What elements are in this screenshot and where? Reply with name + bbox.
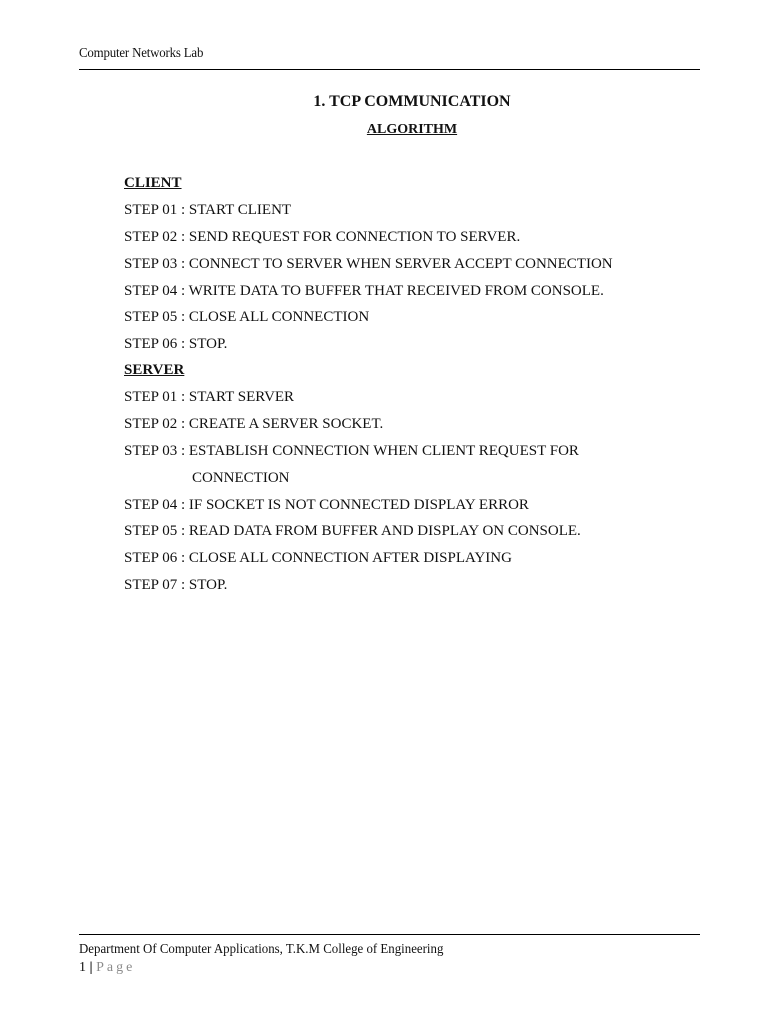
step-text: SEND REQUEST FOR CONNECTION TO SERVER. [188,229,521,245]
client-step [124,309,369,326]
step-label: STEP 05 : [124,523,186,539]
header-divider [79,69,700,70]
step-text: CLOSE ALL CONNECTION AFTER DISPLAYING [188,550,512,566]
server-step [124,389,294,406]
step-label: STEP 01 : [124,389,186,405]
step-label: STEP 02 : [124,229,186,245]
step-label: STEP 01 : [124,202,186,218]
step-continuation: CONNECTION [192,470,290,486]
step-label: STEP 06 : [124,336,186,352]
step-label: STEP 03 : [124,256,186,272]
client-heading: CLIENT [124,175,182,191]
client-step [124,256,613,273]
server-heading: SERVER [124,362,185,378]
footer-divider [79,934,700,935]
step-text: START SERVER [188,389,295,405]
step-label: STEP 04 : [124,283,186,299]
client-step [124,283,604,300]
server-step [124,523,581,540]
step-text: CONNECT TO SERVER WHEN SERVER ACCEPT CONNECTION [188,256,613,272]
server-step [124,416,383,433]
server-step [124,550,512,567]
step-text: CLOSE ALL CONNECTION [188,309,370,325]
client-step [124,229,520,246]
step-label: STEP 06 : [124,550,186,566]
document-title: 1. TCP COMMUNICATION [313,93,511,110]
header-title: Computer Networks Lab [79,46,204,61]
server-step [124,577,227,594]
client-step [124,202,291,219]
footer-department: Department Of Computer Applications, T.K.M College of Engineering [79,942,444,957]
step-text: ESTABLISH CONNECTION WHEN CLIENT REQUEST FOR [188,443,579,459]
step-text: CREATE A SERVER SOCKET. [188,416,384,432]
step-label: STEP 07 : [124,577,186,593]
step-text: READ DATA FROM BUFFER AND DISPLAY ON CONSOLE. [188,523,581,539]
page-indicator [79,960,135,976]
document-subtitle: ALGORITHM [366,122,458,137]
step-text: STOP. [188,336,228,352]
page-word: Page [96,960,136,975]
step-label: STEP 02 : [124,416,186,432]
step-text: STOP. [188,577,228,593]
step-text: IF SOCKET IS NOT CONNECTED DISPLAY ERROR [188,497,529,513]
server-step [124,443,579,460]
page-number: 1 [79,960,86,975]
step-text: WRITE DATA TO BUFFER THAT RECEIVED FROM CONSOLE. [188,283,604,299]
page-separator: | [89,960,93,975]
step-text: START CLIENT [188,202,292,218]
step-label: STEP 05 : [124,309,186,325]
step-label: STEP 03 : [124,443,186,459]
server-step [124,497,529,514]
client-step [124,336,227,353]
step-label: STEP 04 : [124,497,186,513]
